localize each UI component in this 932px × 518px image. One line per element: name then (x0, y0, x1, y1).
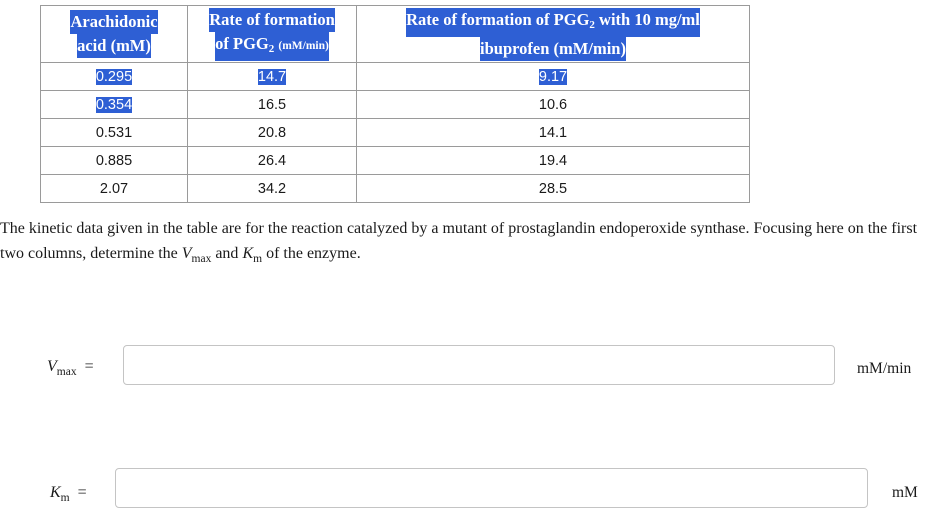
table-cell: 14.1 (357, 119, 750, 147)
table-row (41, 91, 750, 119)
table-cell: 14.7 (188, 63, 357, 91)
header-rate-pgg2 (188, 6, 357, 63)
km-input[interactable] (115, 468, 868, 508)
table-header-row (41, 6, 750, 63)
vmax-unit: mM/min (857, 360, 912, 377)
header-rate-pgg2-ibuprofen (357, 6, 750, 63)
table-cell: 10.6 (357, 91, 750, 119)
table-cell: 34.2 (188, 175, 357, 203)
table-cell: 0.354 (41, 91, 188, 119)
vmax-input[interactable] (123, 345, 835, 385)
header-col3-line2: ibuprofen (mM/min) (480, 37, 626, 61)
table-row (41, 119, 750, 147)
km-unit: mM (892, 484, 918, 501)
table-cell: 20.8 (188, 119, 357, 147)
header-col2-line2: of $PGG_2$ (mM/min) (215, 32, 329, 61)
table-cell: 2.07 (41, 175, 188, 203)
table-cell: 0.295 (41, 63, 188, 91)
km-label: $K_m$ = (50, 484, 87, 504)
kinetics-table (40, 5, 750, 203)
table-cell: 16.5 (188, 91, 357, 119)
header-col3-line1: Rate of formation of $PGG_2$ with 10 mg/ml (406, 8, 700, 37)
header-arachidonic-acid (41, 6, 188, 63)
table-row (41, 175, 750, 203)
table-cell: 28.5 (357, 175, 750, 203)
header-col1-line2: acid (mM) (77, 34, 151, 58)
table-row (41, 63, 750, 91)
header-col1-line1: Arachidonic (70, 10, 157, 34)
vmax-label: $V_{max}$ = (47, 358, 94, 378)
table-cell: 9.17 (357, 63, 750, 91)
table-cell: 0.531 (41, 119, 188, 147)
table-row (41, 147, 750, 175)
table-cell: 0.885 (41, 147, 188, 175)
header-col2-line1: Rate of formation (209, 8, 335, 32)
table-cell: 26.4 (188, 147, 357, 175)
table-cell: 19.4 (357, 147, 750, 175)
question-text: The kinetic data given in the table are for the reaction catalyzed by a mutant of prostaglandin endoperoxide synthase. Focusing here on the first two columns, determine the $V_{max}$ and $K_m$ of the enzyme. (0, 220, 918, 265)
